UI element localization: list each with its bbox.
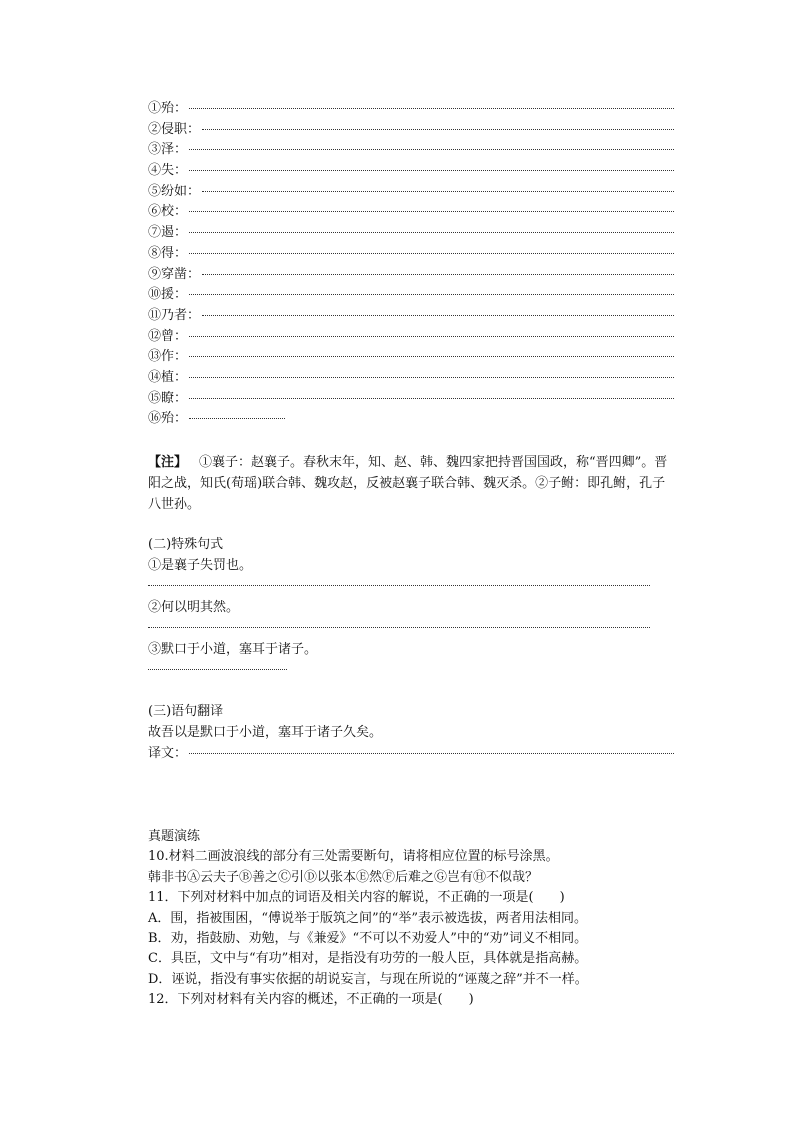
answer-blank (189, 107, 674, 109)
vocab-label: ⑭植： (148, 369, 188, 385)
vocab-label: ⑬作： (148, 349, 188, 365)
answer-blank (189, 417, 285, 419)
vocab-label: ⑧得： (148, 245, 188, 261)
answer-blank (189, 752, 674, 754)
vocab-label: ④失： (148, 163, 188, 179)
option-line: C．具臣，文中与“有功”相对，是指没有功劳的一般人臣，具体就是指高赫。 (148, 951, 588, 967)
answer-blank (189, 376, 674, 378)
answer-blank (189, 397, 674, 399)
answer-blank (189, 335, 674, 337)
vocab-row (148, 120, 674, 141)
option-line: B．劝，指鼓励、劝勉，与《兼爱》“不可以不劝爱人”中的“劝”词义不相同。 (148, 931, 588, 947)
annotation-note (148, 452, 674, 515)
vocab-label: ②侵职： (148, 121, 201, 137)
vocab-row (148, 368, 674, 389)
vocab-label: ⑦遏： (148, 225, 188, 241)
option-line: A．围，指被围困，“傅说举于版筑之间”的“举”表示被选拔，两者用法相同。 (148, 910, 587, 926)
answer-blank (189, 148, 674, 150)
vocab-row (148, 202, 674, 223)
vocab-label: ⑥校： (148, 204, 188, 220)
vocab-row (148, 140, 674, 161)
answer-blank (148, 668, 287, 670)
vocab-label: ⑤纷如： (148, 183, 201, 199)
answer-blank (189, 231, 674, 233)
vocab-label: ⑫曾： (148, 328, 188, 344)
vocab-label: ⑮瞭： (148, 390, 188, 406)
answer-blank (202, 273, 674, 275)
vocab-label: ①殆： (148, 101, 188, 116)
sentence-item: ③默口于小道，塞耳于诸子。 (148, 642, 318, 657)
vocab-row (148, 182, 674, 203)
answer-blank (148, 584, 650, 586)
question-line: 12．下列对材料有关内容的概述，不正确的一项是( ) (148, 992, 474, 1008)
vocab-label: ⑨穿凿： (148, 266, 201, 282)
answer-blank (189, 293, 674, 295)
question-line: 韩非书Ⓐ云夫子Ⓑ善之Ⓒ引Ⓓ以张本Ⓔ然Ⓕ后难之Ⓖ岂有Ⓗ不似哉？ (148, 869, 539, 885)
vocab-label: ⑪乃者： (148, 307, 201, 323)
answer-blank (202, 128, 674, 130)
vocab-label: ⑯殆： (148, 411, 188, 427)
vocab-row (148, 347, 674, 368)
vocab-row (148, 327, 674, 348)
translation-sentence: 故吾以是默口于小道，塞耳于诸子久矣。 (148, 725, 383, 740)
vocab-label: ③泽： (148, 142, 188, 158)
translation-label: 译文： (148, 746, 188, 761)
vocab-row (148, 285, 674, 306)
note-tag: 【注】 (148, 455, 188, 470)
vocab-row (148, 99, 674, 120)
vocab-row (148, 409, 674, 430)
answer-blank (189, 169, 674, 171)
sentence-item: ②何以明其然。 (148, 600, 240, 615)
answer-blank (202, 190, 674, 192)
special-sentence-section (148, 534, 674, 681)
answer-blank (189, 252, 674, 254)
answer-blank (202, 314, 674, 316)
exam-practice-section (148, 827, 708, 1011)
vocab-row (148, 223, 674, 244)
vocab-row (148, 265, 674, 286)
question-line: 11．下列对材料中加点的词语及相关内容的解说，不正确的一项是( ) (148, 890, 565, 906)
vocab-row (148, 161, 674, 182)
translation-section (148, 701, 674, 764)
vocab-row (148, 389, 674, 410)
vocab-label: ⑩援： (148, 287, 188, 303)
vocab-row (148, 244, 674, 265)
sentence-item: ①是襄子失罚也。 (148, 558, 253, 573)
translation-answer-row (148, 743, 674, 764)
vocab-row (148, 306, 674, 327)
option-line: D．诬说，指没有事实依据的胡说妄言，与现在所说的“诬蔑之辞”并不一样。 (148, 971, 588, 987)
answer-blank (148, 626, 650, 628)
vocabulary-list (148, 99, 674, 430)
section-heading: (三)语句翻译 (148, 704, 224, 719)
note-text: ①襄子：赵襄子。春秋末年，知、赵、韩、魏四家把持晋国国政，称“晋四卿”。晋阳之战，知氏(荀瑶)联合韩、魏攻赵，反被赵襄子联合韩、魏灭杀。②子鲋：即孔鲋，孔子八世孙。 (148, 455, 668, 512)
answer-blank (189, 355, 674, 357)
section-heading: 真题演练 (148, 829, 201, 844)
section-heading: (二)特殊句式 (148, 537, 224, 552)
answer-blank (189, 210, 674, 212)
question-line: 10.材料二画波浪线的部分有三处需要断句，请将相应位置的标号涂黑。 (148, 849, 559, 865)
